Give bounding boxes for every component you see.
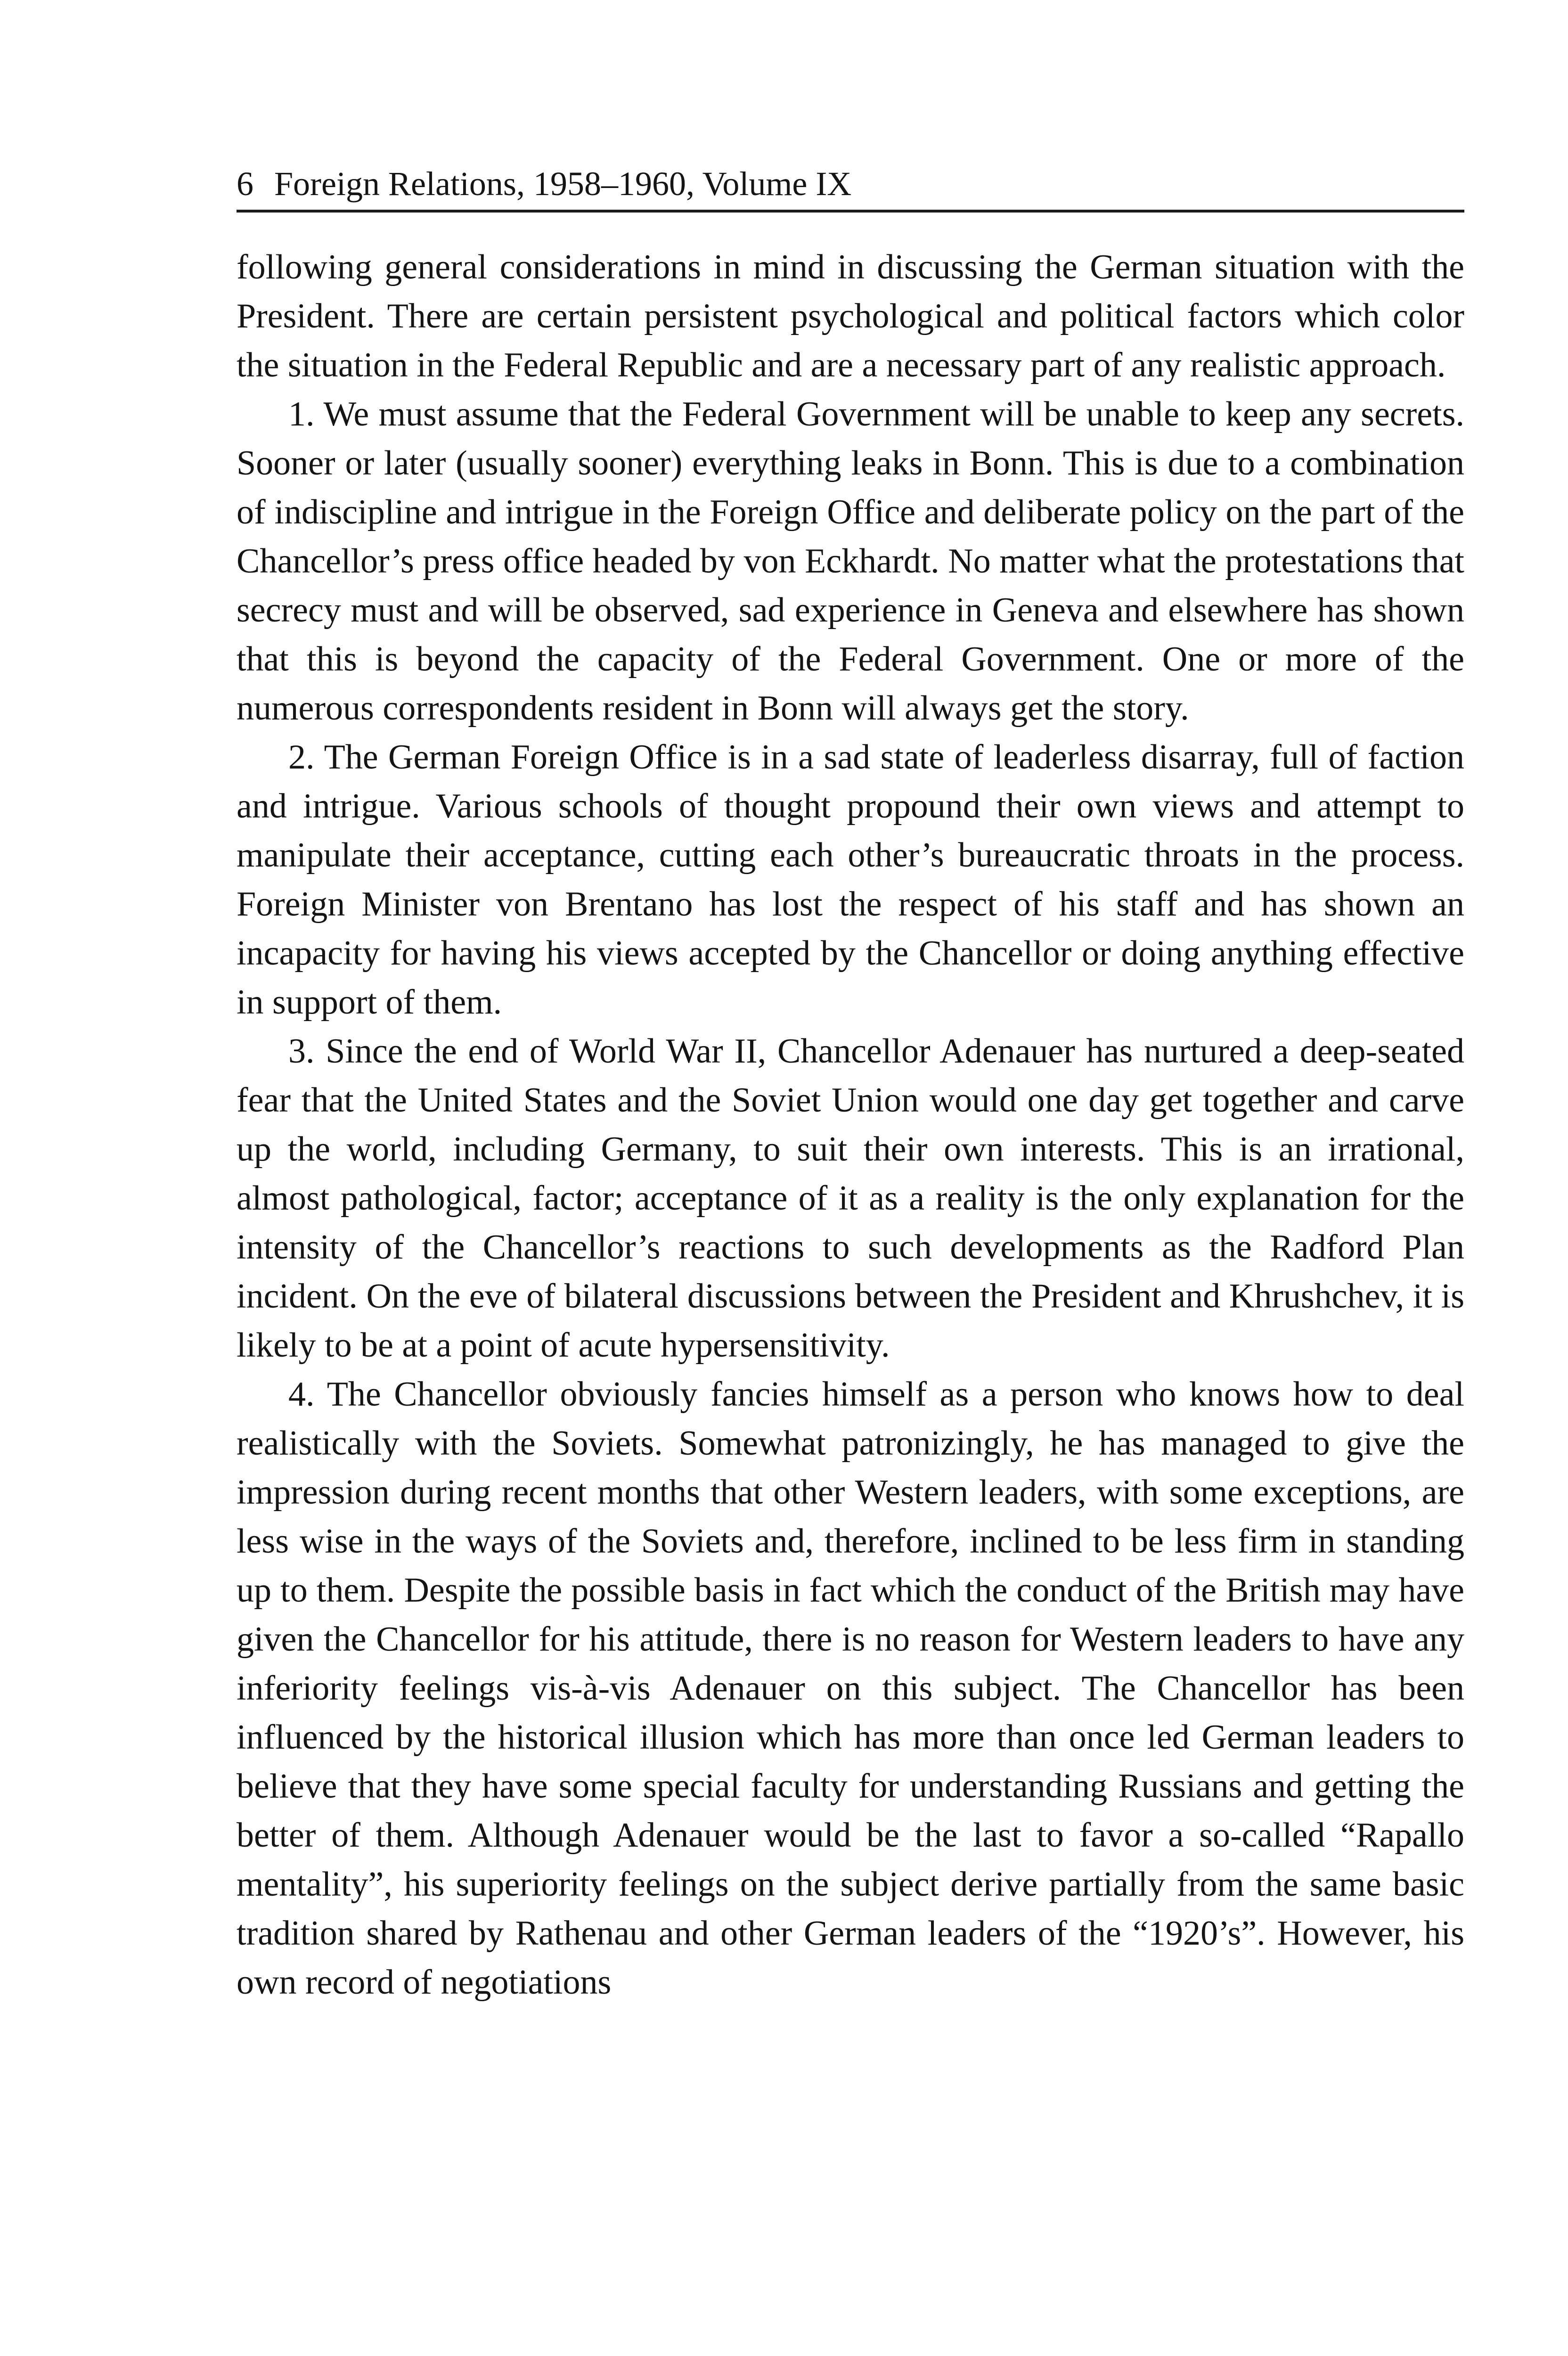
running-title: Foreign Relations, 1958–1960, Volume IX bbox=[274, 165, 852, 203]
paragraph-4: 4. The Chancellor obviously fancies himself as a person who knows how to deal realistically with the Soviets. Somewhat patronizingly, he has managed to give the impression during recent months that other Western leaders, with some exceptions, are less wise in the ways of the Soviets and, therefore, inclined to be less firm in standing up to them. Despite the possible basis in fact which the conduct of the British may have given the Chancellor for his attitude, there is no reason for Western leaders to have any inferiority feelings vis-à-vis Adenauer on this subject. The Chancellor has been influenced by the historical illusion which has more than once led German leaders to believe that they have some special faculty for understanding Russians and getting the better of them. Although Adenauer would be the last to favor a so-called “Rapallo mentality”, his superiority feelings on the subject derive partially from the same basic tradition shared by Rathenau and other German leaders of the “1920’s”. However, his own record of negotiations bbox=[237, 1375, 1464, 2002]
paragraph-3: 3. Since the end of World War II, Chancellor Adenauer has nurtured a deep-seated fear that the United States and the Soviet Union would one day get together and carve up the world, including Germany, to suit their own interests. This is an irrational, almost pathological, factor; acceptance of it as a reality is the only explanation for the intensity of the Chancellor’s reactions to such developments as the Radford Plan incident. On the eve of bilateral discussions between the President and Khrushchev, it is likely to be at a point of acute hypersensitivity. bbox=[237, 1032, 1464, 1365]
body-text bbox=[237, 243, 1464, 2007]
page-number: 6 bbox=[237, 165, 253, 203]
paragraph-2: 2. The German Foreign Office is in a sad state of leaderless disarray, full of faction and intrigue. Various schools of thought propound their own views and attempt to manipulate their acceptance, cutting each other’s bureaucratic throats in the process. Foreign Minister von Brentano has lost the respect of his staff and has shown an incapacity for having his views accepted by the Chancellor or doing anything effective in support of them. bbox=[237, 738, 1464, 1022]
running-head bbox=[237, 158, 1464, 213]
paragraph-1: 1. We must assume that the Federal Government will be unable to keep any secrets. Sooner or later (usually sooner) everything leaks in Bonn. This is due to a combination of indiscipline and intrigue in the Foreign Office and deliberate policy on the part of the Chancellor’s press office headed by von Eckhardt. No matter what the protestations that secrecy must and will be observed, sad experience in Geneva and elsewhere has shown that this is beyond the capacity of the Federal Government. One or more of the numerous correspondents resident in Bonn will always get the story. bbox=[237, 395, 1464, 728]
paragraph-continuation: following general considerations in mind in discussing the German situation with the President. There are certain persistent psychological and political factors which color the situation in the Federal Republic and are a necessary part of any realistic approach. bbox=[237, 248, 1464, 384]
